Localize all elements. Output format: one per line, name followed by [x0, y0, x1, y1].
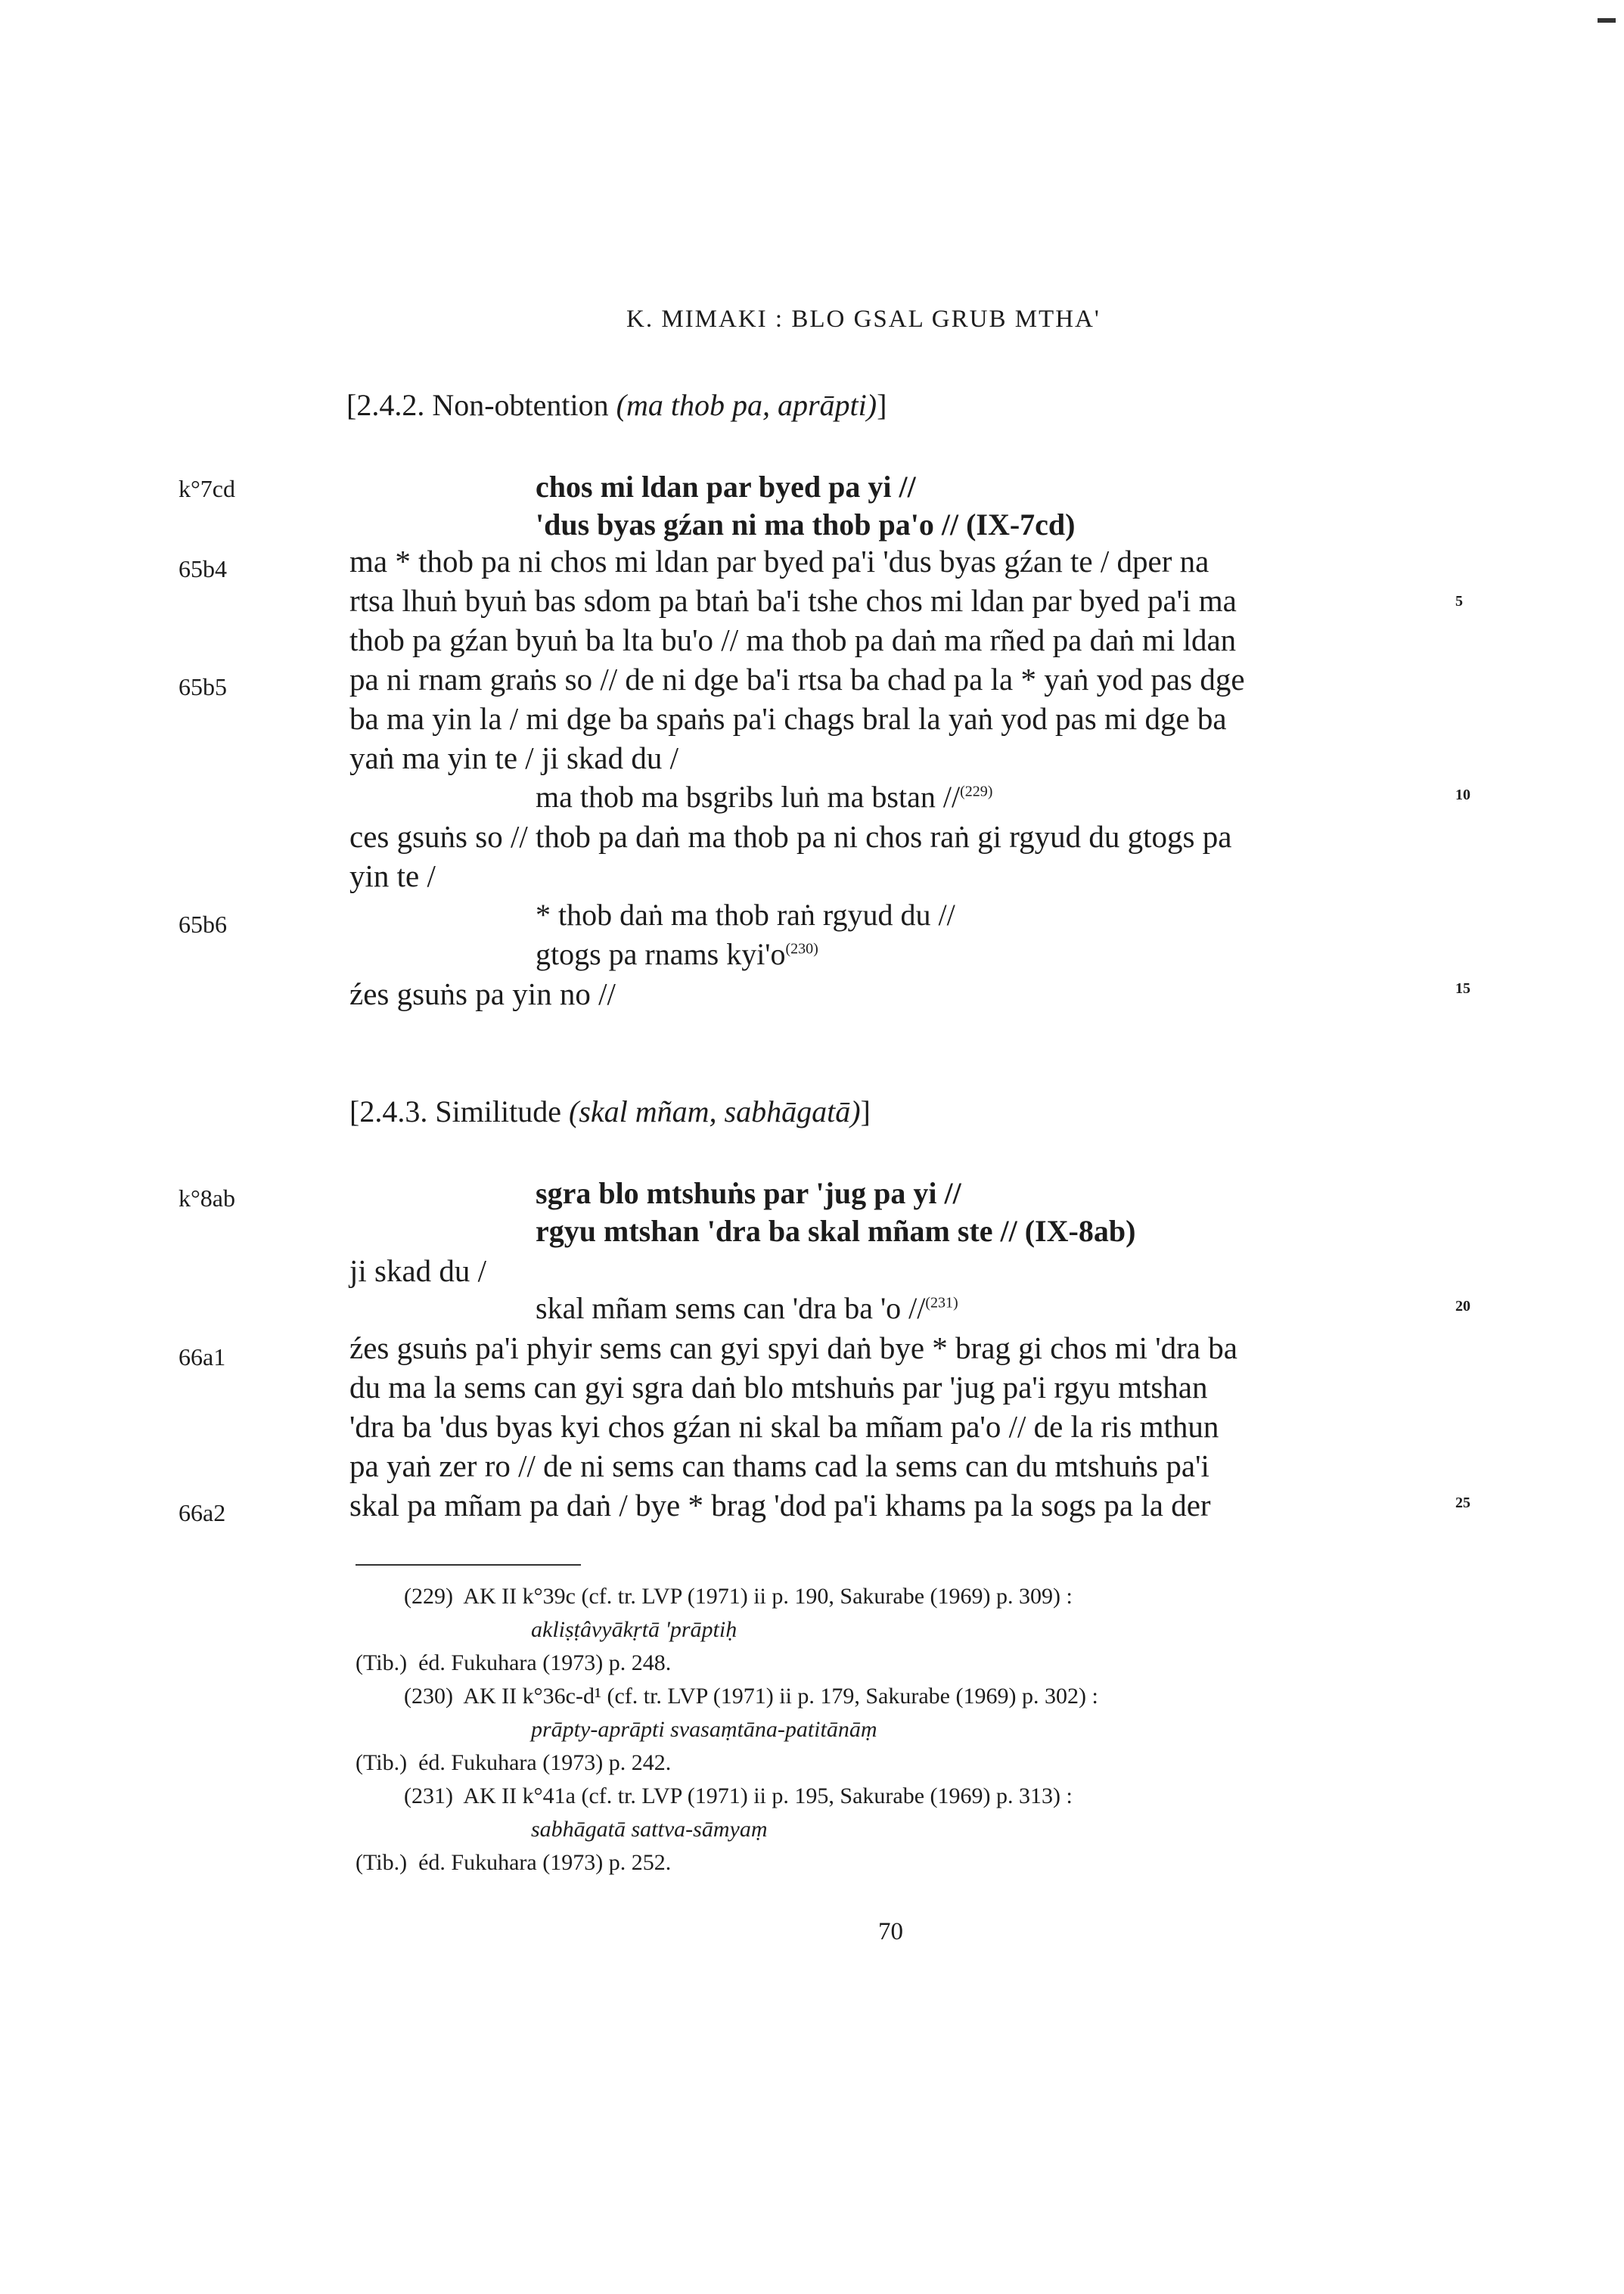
line-number: 5: [1455, 593, 1463, 610]
section-title-gloss: (skal mñam, sabhāgatā): [569, 1094, 861, 1128]
text-line: ba ma yin la / mi dge ba spaṅs pa'i chags bral la yaṅ yod pas mi dge ba: [349, 701, 1227, 736]
text-line: ma * thob pa ni chos mi ldan par byed pa'i 'dus byas gźan te / dper na: [349, 544, 1209, 579]
footnote-text: AK II k°39c (cf. tr. LVP (1971) ii p. 190, Sakurabe (1969) p. 309) :: [463, 1584, 1073, 1609]
text-line: yin te /: [349, 858, 436, 893]
footnote-231: [404, 1783, 1073, 1809]
verse-line: chos mi ldan par byed pa yi //: [536, 470, 916, 504]
footnote-mark: (230): [785, 940, 818, 958]
text-line: 'dra ba 'dus byas kyi chos gźan ni skal ba mñam pa'o // de la ris mthun: [349, 1409, 1219, 1444]
section-heading-2-4-3: [349, 1094, 871, 1129]
footnote-sanskrit: akliṣṭâvyākṛtā 'prāptiḥ: [531, 1617, 737, 1642]
text-line: du ma la sems can gyi sgra daṅ blo mtshuṅs par 'jug pa'i rgyu mtshan: [349, 1370, 1208, 1405]
footnote-number: (229): [404, 1584, 453, 1609]
text-line: ces gsuṅs so // thob pa daṅ ma thob pa ni chos raṅ gi rgyud du gtogs pa: [349, 819, 1232, 854]
text-line: rtsa lhuṅ byuṅ bas sdom pa btaṅ ba'i tshe chos mi ldan par byed pa'i ma: [349, 583, 1237, 618]
section-title: Non-obtention: [432, 388, 609, 422]
margin-ref: k°7cd: [179, 475, 235, 502]
section-bracket: ]: [860, 1094, 871, 1128]
text-line: pa ni rnam graṅs so // de ni dge ba'i rtsa ba chad pa la * yaṅ yod pas dge: [349, 662, 1245, 697]
margin-ref: 65b5: [179, 673, 227, 700]
text-line: thob pa gźan byuṅ ba lta bu'o // ma thob pa daṅ ma rñed pa daṅ mi ldan: [349, 622, 1237, 657]
text-line: pa yaṅ zer ro // de ni sems can thams cad la sems can du mtshuṅs pa'i: [349, 1448, 1209, 1483]
footnote-number: (230): [404, 1684, 453, 1709]
text-line: skal pa mñam pa daṅ / bye * brag 'dod pa'i khams pa la sogs pa la der: [349, 1488, 1211, 1523]
text-line: ji skad du /: [349, 1253, 487, 1288]
section-bracket: ]: [877, 388, 887, 422]
footnote-230: [404, 1684, 1098, 1709]
section-heading-2-4-2: [346, 387, 887, 423]
verse-line: gtogs pa rnams $kyi'o^{(230)}$: [536, 937, 818, 971]
footnote-tib: (Tib.) éd. Fukuhara (1973) p. 248.: [356, 1650, 672, 1675]
section-title-gloss: (ma thob pa, aprāpti): [616, 388, 877, 422]
text-line: yaṅ ma yin te / ji skad du /: [349, 740, 678, 775]
footnote-mark: (229): [960, 783, 993, 800]
page-number: 70: [878, 1918, 903, 1945]
margin-ref: 65b6: [179, 911, 227, 938]
verse-line: sgra blo mtshuṅs par 'jug pa yi //: [536, 1176, 961, 1210]
footnote-number: (231): [404, 1783, 453, 1808]
line-number: 15: [1455, 980, 1470, 997]
footnote-sanskrit: prāpty-aprāpti svasaṃtāna-patitānāṃ: [531, 1717, 877, 1742]
margin-ref: 66a2: [179, 1499, 226, 1526]
text-line: źes gsuṅs pa yin no //: [349, 976, 616, 1011]
footnote-sanskrit: sabhāgatā sattva-sāmyaṃ: [531, 1817, 768, 1842]
line-number: 10: [1455, 787, 1470, 803]
footnote-tib: (Tib.) éd. Fukuhara (1973) p. 242.: [356, 1750, 672, 1775]
verse-line: ma thob ma bsgribs luṅ ma bstan //$^{(229)}$: [536, 780, 993, 814]
margin-ref: 66a1: [179, 1343, 226, 1371]
footnote-text: AK II k°41a (cf. tr. LVP (1971) ii p. 195, Sakurabe (1969) p. 313) :: [463, 1783, 1073, 1808]
section-number: [2.4.3.: [349, 1094, 428, 1128]
section-number: [2.4.2.: [346, 388, 425, 422]
line-number: 20: [1455, 1298, 1470, 1315]
text-line: źes gsuṅs pa'i phyir sems can gyi spyi daṅ bye * brag gi chos mi 'dra ba: [349, 1330, 1237, 1365]
scan-mark: [1598, 18, 1616, 23]
footnote-mark: (231): [925, 1294, 958, 1312]
margin-ref: k°8ab: [179, 1184, 235, 1212]
footnote-rule: [356, 1564, 581, 1566]
footnote-229: [404, 1584, 1073, 1610]
margin-ref: 65b4: [179, 555, 227, 582]
verse-line: rgyu mtshan 'dra ba skal mñam ste // (IX-8ab): [536, 1214, 1136, 1248]
verse-line: skal mñam sems can 'dra ba 'o //$^{(231)}$: [536, 1291, 958, 1325]
line-number: 25: [1455, 1495, 1470, 1511]
footnote-text: AK II k°36c-d¹ (cf. tr. LVP (1971) ii p. 179, Sakurabe (1969) p. 302) :: [463, 1684, 1098, 1709]
section-title: Similitude: [435, 1094, 562, 1128]
verse-line: * thob daṅ ma thob raṅ rgyud du //: [536, 898, 955, 932]
verse-line: 'dus byas gźan ni ma thob pa'o // (IX-7cd): [536, 508, 1076, 542]
running-header: K. MIMAKI : BLO GSAL GRUB MTHA': [626, 306, 1101, 333]
footnote-tib: (Tib.) éd. Fukuhara (1973) p. 252.: [356, 1850, 672, 1875]
